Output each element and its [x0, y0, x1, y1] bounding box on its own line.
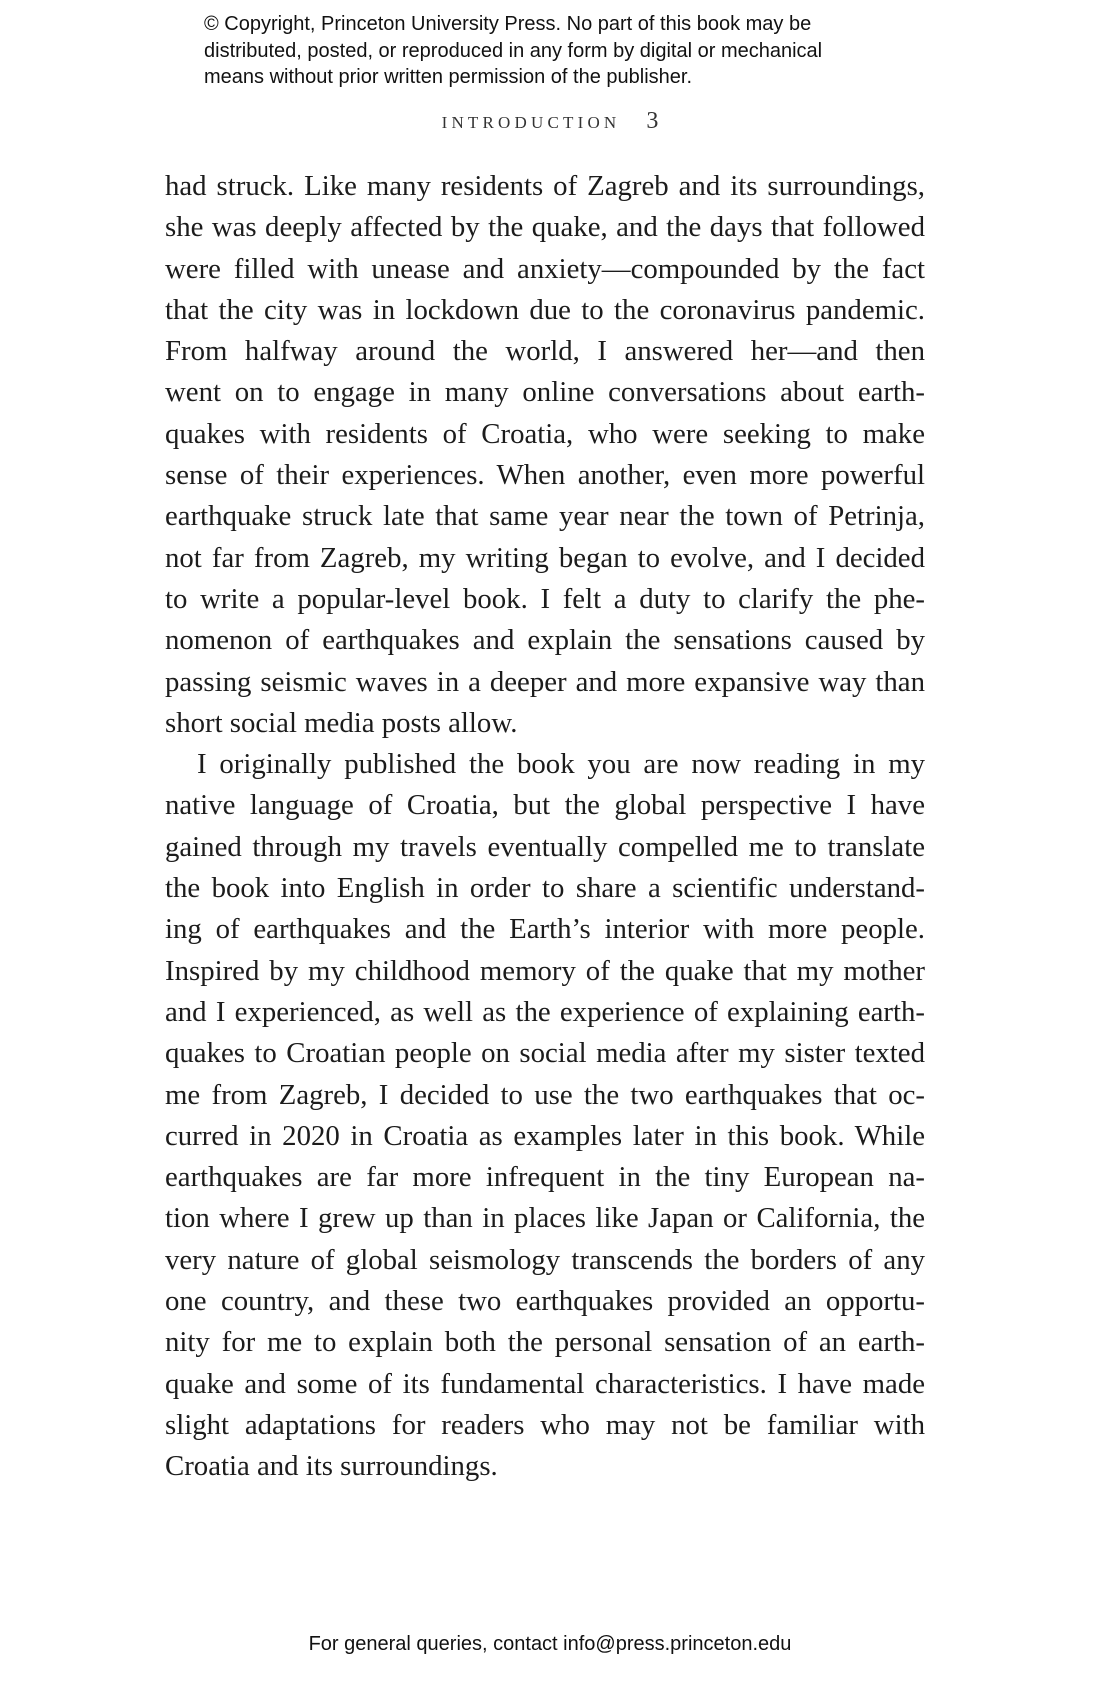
- paragraph-1: [165, 166, 925, 744]
- text-line: earthquakes are far more infrequent in the tiny European na-: [165, 1161, 925, 1194]
- text-line: had struck. Like many residents of Zagreb and its surroundings,: [165, 170, 925, 202]
- text-line: From halfway around the world, I answered her—and then: [165, 335, 925, 368]
- text-line: slight adaptations for readers who may not be familiar with: [165, 1408, 925, 1441]
- text-line: passing seismic waves in a deeper and more expansive way than: [165, 665, 925, 698]
- text-line: the book into English in order to share a scientific understand-: [165, 872, 925, 905]
- text-line: quake and some of its fundamental characteristics. I have made: [165, 1367, 925, 1400]
- text-line: earthquake struck late that same year near the town of Petrinja,: [165, 500, 925, 533]
- text-line: ing of earthquakes and the Earth’s interior with more people.: [165, 913, 925, 946]
- text-line: gained through my travels eventually compelled me to translate: [165, 830, 925, 863]
- footer-contact: For general queries, contact info@press.princeton.edu: [308, 1633, 792, 1655]
- text-line: native language of Croatia, but the global perspective I have: [165, 789, 925, 822]
- body-text: [165, 166, 925, 1488]
- text-line: curred in 2020 in Croatia as examples later in this book. While: [165, 1119, 925, 1152]
- text-line: Inspired by my childhood memory of the quake that my mother: [165, 954, 925, 987]
- paragraph-2: [165, 744, 925, 1487]
- text-line: quakes with residents of Croatia, who were seeking to make: [165, 417, 925, 450]
- text-line: sense of their experiences. When another, even more powerful: [165, 459, 925, 492]
- copyright-line: © Copyright, Princeton University Press. No part of this book may be: [204, 13, 812, 35]
- text-line: she was deeply affected by the quake, and the days that followed: [165, 211, 925, 244]
- text-line: short social media posts allow.: [165, 706, 518, 739]
- running-head-title: INTRODUCTION: [441, 113, 621, 132]
- text-line: Croatia and its surroundings.: [165, 1450, 498, 1483]
- text-line: very nature of global seismology transcends the borders of any: [165, 1243, 925, 1276]
- copyright-line: means without prior written permission of the publisher.: [204, 66, 693, 88]
- text-line: to write a popular-level book. I felt a duty to clarify the phe-: [165, 582, 925, 615]
- text-line: quakes to Croatian people on social media after my sister texted: [165, 1037, 925, 1070]
- running-head: [0, 108, 1100, 135]
- text-line: nomenon of earthquakes and explain the sensations caused by: [165, 624, 925, 657]
- text-line: I originally published the book you are now reading in my: [197, 748, 925, 781]
- page-number: 3: [646, 108, 659, 134]
- text-line: were filled with unease and anxiety—compounded by the fact: [165, 252, 925, 285]
- copyright-notice: [204, 11, 964, 91]
- text-line: me from Zagreb, I decided to use the two earthquakes that oc-: [165, 1078, 925, 1111]
- text-line: nity for me to explain both the personal sensation of an earth-: [165, 1326, 925, 1359]
- text-line: not far from Zagreb, my writing began to evolve, and I decided: [165, 541, 925, 574]
- text-line: went on to engage in many online conversations about earth-: [165, 376, 925, 409]
- copyright-line: distributed, posted, or reproduced in any form by digital or mechanical: [204, 39, 823, 62]
- text-line: that the city was in lockdown due to the coronavirus pandemic.: [165, 293, 925, 326]
- text-line: and I experienced, as well as the experience of explaining earth-: [165, 995, 925, 1028]
- text-line: tion where I grew up than in places like Japan or California, the: [165, 1202, 925, 1235]
- text-line: one country, and these two earthquakes provided an opportu-: [165, 1285, 925, 1318]
